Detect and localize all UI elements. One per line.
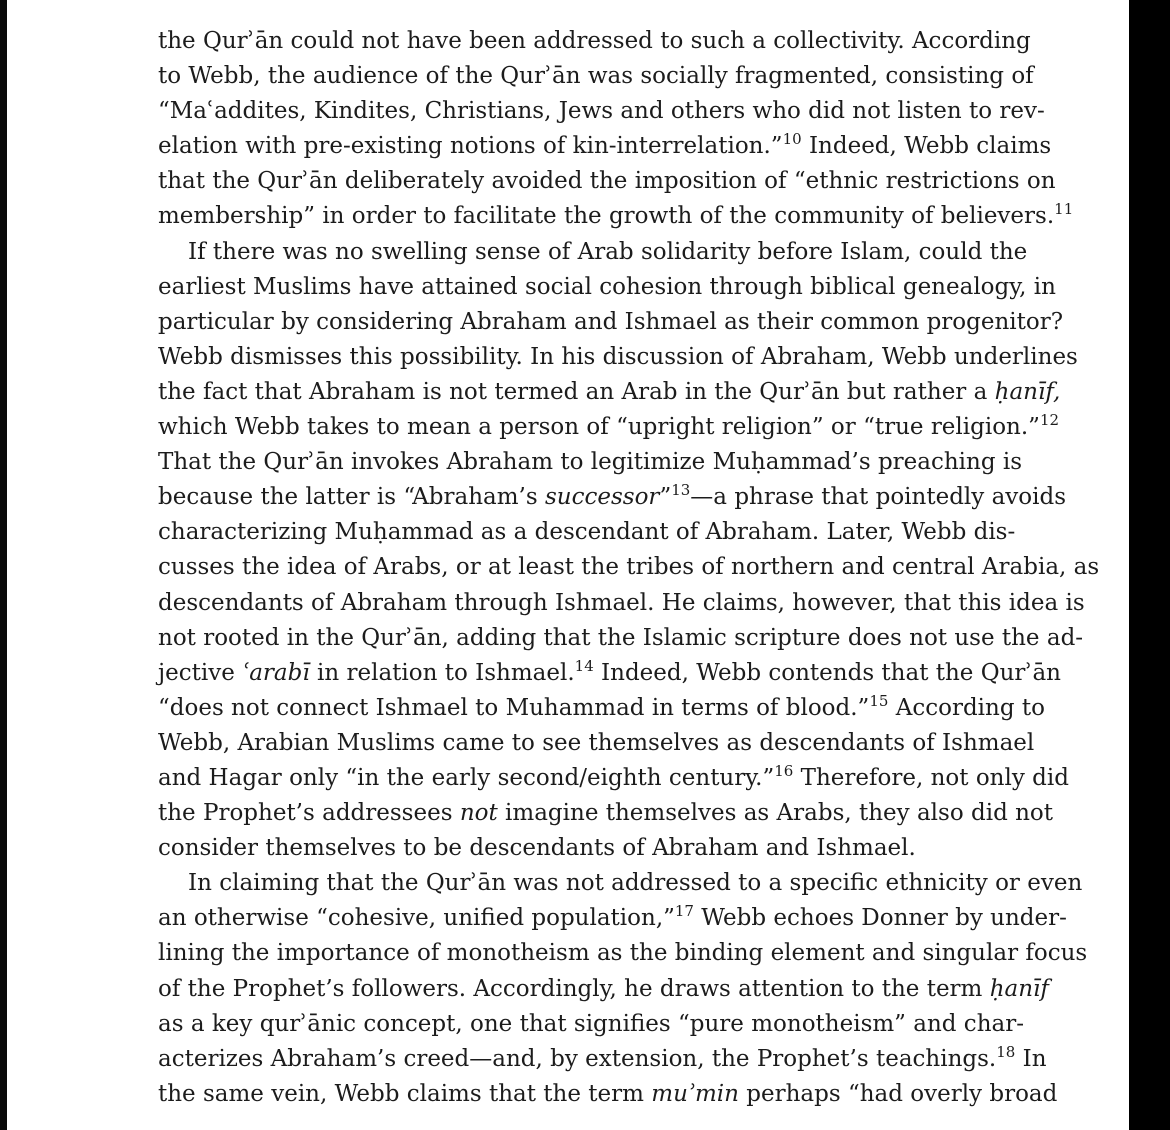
italic-term: ḥanīf bbox=[989, 975, 1049, 1002]
line-text: imagine themselves as Arabs, they also did not bbox=[497, 800, 1054, 827]
line-text: of the Prophet’s followers. Accordingly, he draws attention to the term bbox=[158, 975, 990, 1002]
line-text: —a phrase that pointedly avoids bbox=[690, 484, 1067, 511]
text-line bbox=[158, 340, 1078, 375]
italic-term: ʿarabī bbox=[242, 659, 310, 686]
book-page bbox=[7, 0, 1129, 1130]
line-text: That the Qurʾān invokes Abraham to legitimize Muḥammad’s preaching is bbox=[158, 449, 1023, 476]
line-text: perhaps “had overly broad bbox=[738, 1080, 1058, 1107]
left-margin bbox=[0, 0, 7, 1130]
text-line bbox=[158, 1007, 1024, 1042]
text-line bbox=[158, 270, 1056, 305]
text-line bbox=[158, 199, 1074, 234]
paragraph-first-line bbox=[158, 235, 1028, 270]
line-text: In claiming that the Qurʾān was not addressed to a specific ethnicity or even bbox=[188, 870, 1083, 897]
italic-term: muʾmin bbox=[651, 1080, 739, 1107]
line-text: Webb echoes Donner by under- bbox=[693, 905, 1067, 932]
line-text: because the latter is “Abraham’s bbox=[158, 484, 545, 511]
line-text: acterizes Abraham’s creed—and, by extension, the Prophet’s teachings. bbox=[158, 1045, 997, 1072]
text-line bbox=[158, 410, 1060, 445]
line-text: “Maʿaddites, Kindites, Christians, Jews and others who did not listen to rev- bbox=[158, 98, 1045, 125]
line-text: Indeed, Webb contends that the Qurʾān bbox=[593, 659, 1061, 686]
text-line bbox=[158, 550, 1100, 585]
text-line bbox=[158, 972, 1049, 1007]
line-text: Webb, Arabian Muslims came to see themselves as descendants of Ishmael bbox=[158, 729, 1035, 756]
line-text: to Webb, the audience of the Qurʾān was socially fragmented, consisting of bbox=[158, 63, 1034, 90]
italic-term: ḥanīf, bbox=[994, 378, 1061, 405]
text-line bbox=[158, 761, 1069, 796]
italic-term: successor bbox=[544, 484, 660, 511]
line-text: an otherwise “cohesive, unified population,” bbox=[158, 905, 675, 932]
text-line bbox=[158, 691, 1045, 726]
line-text: elation with pre-existing notions of kin-interrelation.” bbox=[158, 133, 783, 160]
text-line bbox=[158, 305, 1064, 340]
line-text: not rooted in the Qurʾān, adding that the Islamic scripture does not use the ad- bbox=[158, 624, 1084, 651]
text-line bbox=[158, 164, 1056, 199]
line-text: jective bbox=[158, 659, 243, 686]
line-text: membership” in order to facilitate the growth of the community of believers. bbox=[158, 203, 1055, 230]
text-line bbox=[158, 656, 1061, 691]
line-text: Therefore, not only did bbox=[793, 764, 1069, 791]
footnote-ref: 12 bbox=[1039, 411, 1060, 430]
line-text: If there was no swelling sense of Arab solidarity before Islam, could the bbox=[188, 238, 1028, 265]
line-text: “does not connect Ishmael to Muhammad in terms of blood.” bbox=[158, 694, 870, 721]
text-line bbox=[158, 621, 1084, 656]
footnote-ref: 10 bbox=[782, 130, 802, 149]
line-text: earliest Muslims have attained social cohesion through biblical genealogy, in bbox=[158, 273, 1056, 300]
footnote-ref: 18 bbox=[996, 1042, 1016, 1061]
line-text: the Prophet’s addressees bbox=[158, 800, 460, 827]
footnote-ref: 15 bbox=[869, 691, 889, 710]
line-text: In bbox=[1015, 1045, 1047, 1072]
footnote-ref: 11 bbox=[1054, 200, 1074, 219]
text-line bbox=[158, 445, 1023, 480]
footnote-ref: 17 bbox=[674, 902, 694, 921]
text-line bbox=[158, 936, 1088, 971]
text-line bbox=[158, 480, 1067, 515]
line-text: descendants of Abraham through Ishmael. He claims, however, that this idea is bbox=[158, 589, 1085, 616]
body-text bbox=[158, 24, 1100, 1112]
line-text: Indeed, Webb claims bbox=[801, 133, 1052, 160]
line-text: characterizing Muḥammad as a descendant of Abraham. Later, Webb dis- bbox=[158, 519, 1016, 546]
text-line bbox=[158, 129, 1052, 164]
text-line bbox=[158, 1077, 1058, 1112]
text-line bbox=[158, 59, 1034, 94]
line-text: According to bbox=[888, 694, 1045, 721]
text-line bbox=[158, 901, 1067, 936]
line-text: the same vein, Webb claims that the term bbox=[158, 1080, 652, 1107]
text-line bbox=[158, 796, 1054, 831]
italic-term: not bbox=[459, 800, 498, 827]
line-text: particular by considering Abraham and Ishmael as their common progenitor? bbox=[158, 308, 1064, 335]
line-text: cusses the idea of Arabs, or at least the tribes of northern and central Arabia, as bbox=[158, 554, 1100, 581]
paragraph-first-line bbox=[158, 866, 1083, 901]
text-line bbox=[158, 586, 1085, 621]
text-line bbox=[158, 831, 1009, 866]
footnote-ref: 14 bbox=[574, 656, 594, 675]
text-line bbox=[158, 726, 1035, 761]
line-text: ” bbox=[659, 484, 672, 511]
line-text: that the Qurʾān deliberately avoided the imposition of “ethnic restrictions on bbox=[158, 168, 1056, 195]
line-text: as a key qurʾānic concept, one that signifies “pure monotheism” and char- bbox=[158, 1010, 1024, 1037]
text-line bbox=[158, 1042, 1047, 1077]
line-text: the Qurʾān could not have been addressed to such a collectivity. According bbox=[158, 28, 1031, 54]
text-line bbox=[158, 24, 1031, 59]
line-text: consider themselves to be descendants of Abraham and Ishmael. bbox=[158, 835, 916, 862]
footnote-ref: 13 bbox=[671, 481, 691, 500]
footnote-ref: 16 bbox=[774, 761, 794, 780]
line-text: Webb dismisses this possibility. In his discussion of Abraham, Webb underlines bbox=[158, 343, 1078, 370]
line-text: which Webb takes to mean a person of “upright religion” or “true religion.” bbox=[158, 414, 1040, 441]
line-text: the fact that Abraham is not termed an Arab in the Qurʾān but rather a bbox=[158, 378, 995, 405]
text-line bbox=[158, 515, 1016, 550]
text-line bbox=[158, 375, 1061, 410]
line-text: and Hagar only “in the early second/eighth century.” bbox=[158, 764, 775, 791]
text-line bbox=[158, 94, 1045, 129]
line-text: in relation to Ishmael. bbox=[309, 659, 575, 686]
line-text: lining the importance of monotheism as the binding element and singular focus bbox=[158, 940, 1088, 967]
